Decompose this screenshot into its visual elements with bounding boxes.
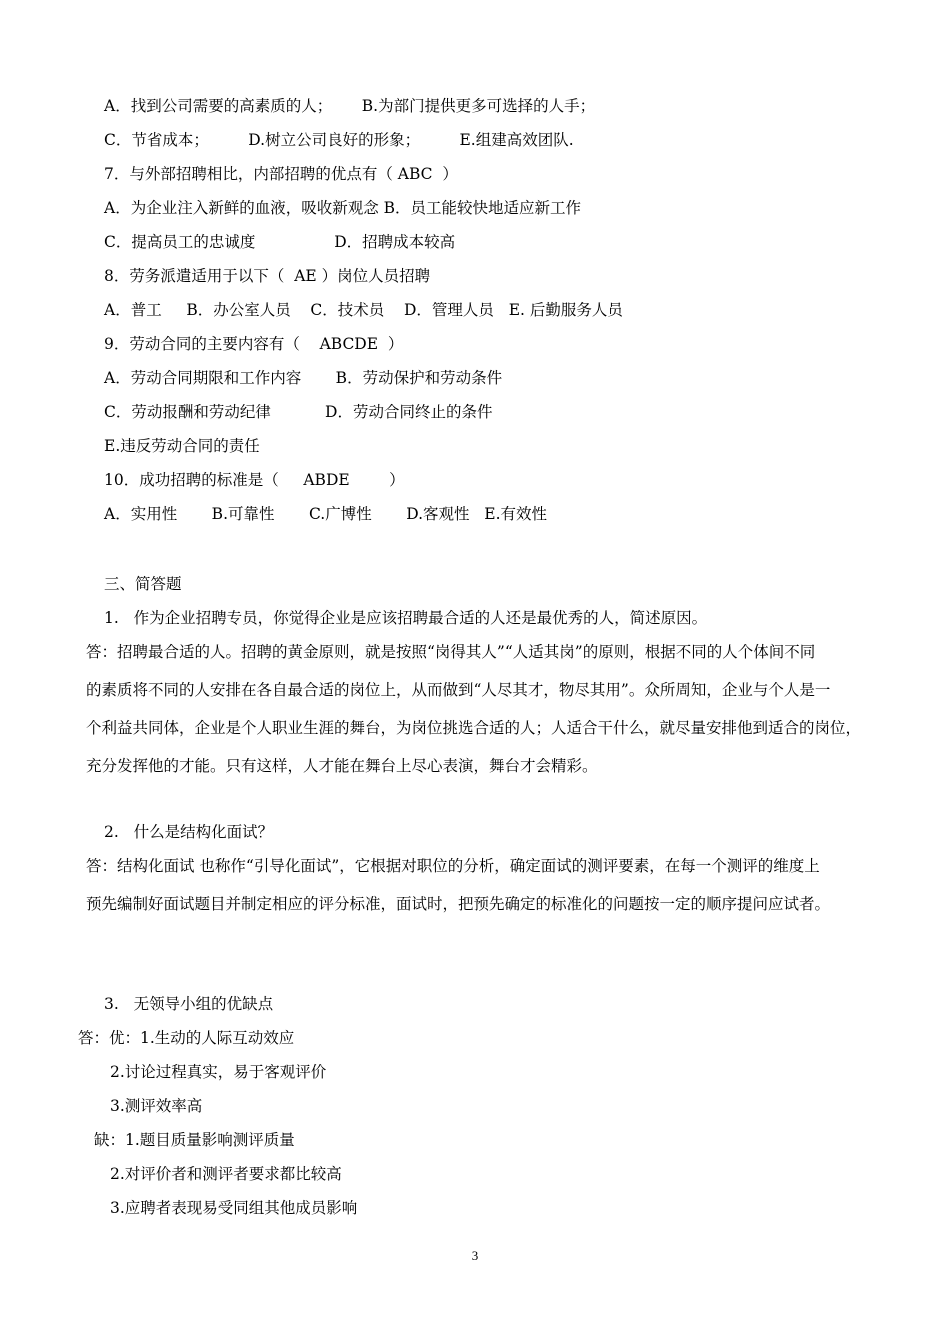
line-3: A．为企业注入新鲜的血液，吸收新观念 B．员工能较快地适应新工作 <box>104 199 582 217</box>
answer-1-line-3: 个利益共同体，企业是个人职业生涯的舞台，为岗位挑选合适的人；人适合干什么，就尽量安排他到适合的岗位， <box>86 719 862 737</box>
answer-1-line-1: 答：招聘最合适的人。招聘的黄金原则，就是按照“岗得其人”“人适其岗”的原则，根据不同的人个体间不同 <box>86 643 816 661</box>
question-2: 2. 什么是结构化面试？ <box>104 823 274 841</box>
answer-3-line-5: 2.对评价者和测评者要求都比较高 <box>110 1165 342 1183</box>
line-10: E.违反劳动合同的责任 <box>104 437 260 455</box>
answer-1-line-4: 充分发挥他的才能。只有这样，人才能在舞台上尽心表演，舞台才会精彩。 <box>86 757 598 775</box>
line-5: 8．劳务派遣适用于以下（ AE ）岗位人员招聘 <box>104 267 431 285</box>
answer-2-line-2: 预先编制好面试题目并制定相应的评分标准，面试时，把预先确定的标准化的问题按一定的顺序提问应试者。 <box>86 895 831 913</box>
line-9: C．劳动报酬和劳动纪律 D．劳动合同终止的条件 <box>104 403 493 421</box>
answer-3-line-1: 答：优：1.生动的人际互动效应 <box>78 1029 295 1047</box>
answer-2-line-1: 答：结构化面试 也称作“引导化面试”，它根据对职位的分析，确定面试的测评要素，在每一个测评的维度上 <box>86 857 820 875</box>
answer-3-line-6: 3.应聘者表现易受同组其他成员影响 <box>110 1199 358 1217</box>
page-number: 3 <box>471 1248 479 1263</box>
line-1: C．节省成本； D.树立公司良好的形象； E.组建高效团队. <box>104 131 574 149</box>
question-1: 1. 作为企业招聘专员，你觉得企业是应该招聘最合适的人还是最优秀的人，简述原因。 <box>104 609 708 627</box>
answer-1-line-2: 的素质将不同的人安排在各自最合适的岗位上，从而做到“人尽其才，物尽其用”。众所周知，企业与个人是一 <box>86 681 831 699</box>
line-4: C．提高员工的忠诚度 D．招聘成本较高 <box>104 233 456 251</box>
section-heading: 三、简答题 <box>104 575 182 593</box>
line-8: A．劳动合同期限和工作内容 B．劳动保护和劳动条件 <box>104 369 503 387</box>
question-3: 3. 无领导小组的优缺点 <box>104 995 274 1013</box>
line-2: 7．与外部招聘相比，内部招聘的优点有（ ABC ） <box>104 165 458 183</box>
line-0: A．找到公司需要的高素质的人； B.为部门提供更多可选择的人手； <box>104 97 596 115</box>
line-7: 9．劳动合同的主要内容有（ ABCDE ） <box>104 335 404 353</box>
answer-3-line-3: 3.测评效率高 <box>110 1097 203 1115</box>
line-11: 10．成功招聘的标准是（ ABDE ） <box>104 471 405 489</box>
line-12: A．实用性 B.可靠性 C.广博性 D.客观性 E.有效性 <box>104 505 548 523</box>
answer-3-line-2: 2.讨论过程真实，易于客观评价 <box>110 1063 327 1081</box>
answer-3-line-4: 缺：1.题目质量影响测评质量 <box>94 1131 295 1149</box>
line-6: A．普工 B．办公室人员 C．技术员 D．管理人员 E. 后勤服务人员 <box>104 301 623 319</box>
